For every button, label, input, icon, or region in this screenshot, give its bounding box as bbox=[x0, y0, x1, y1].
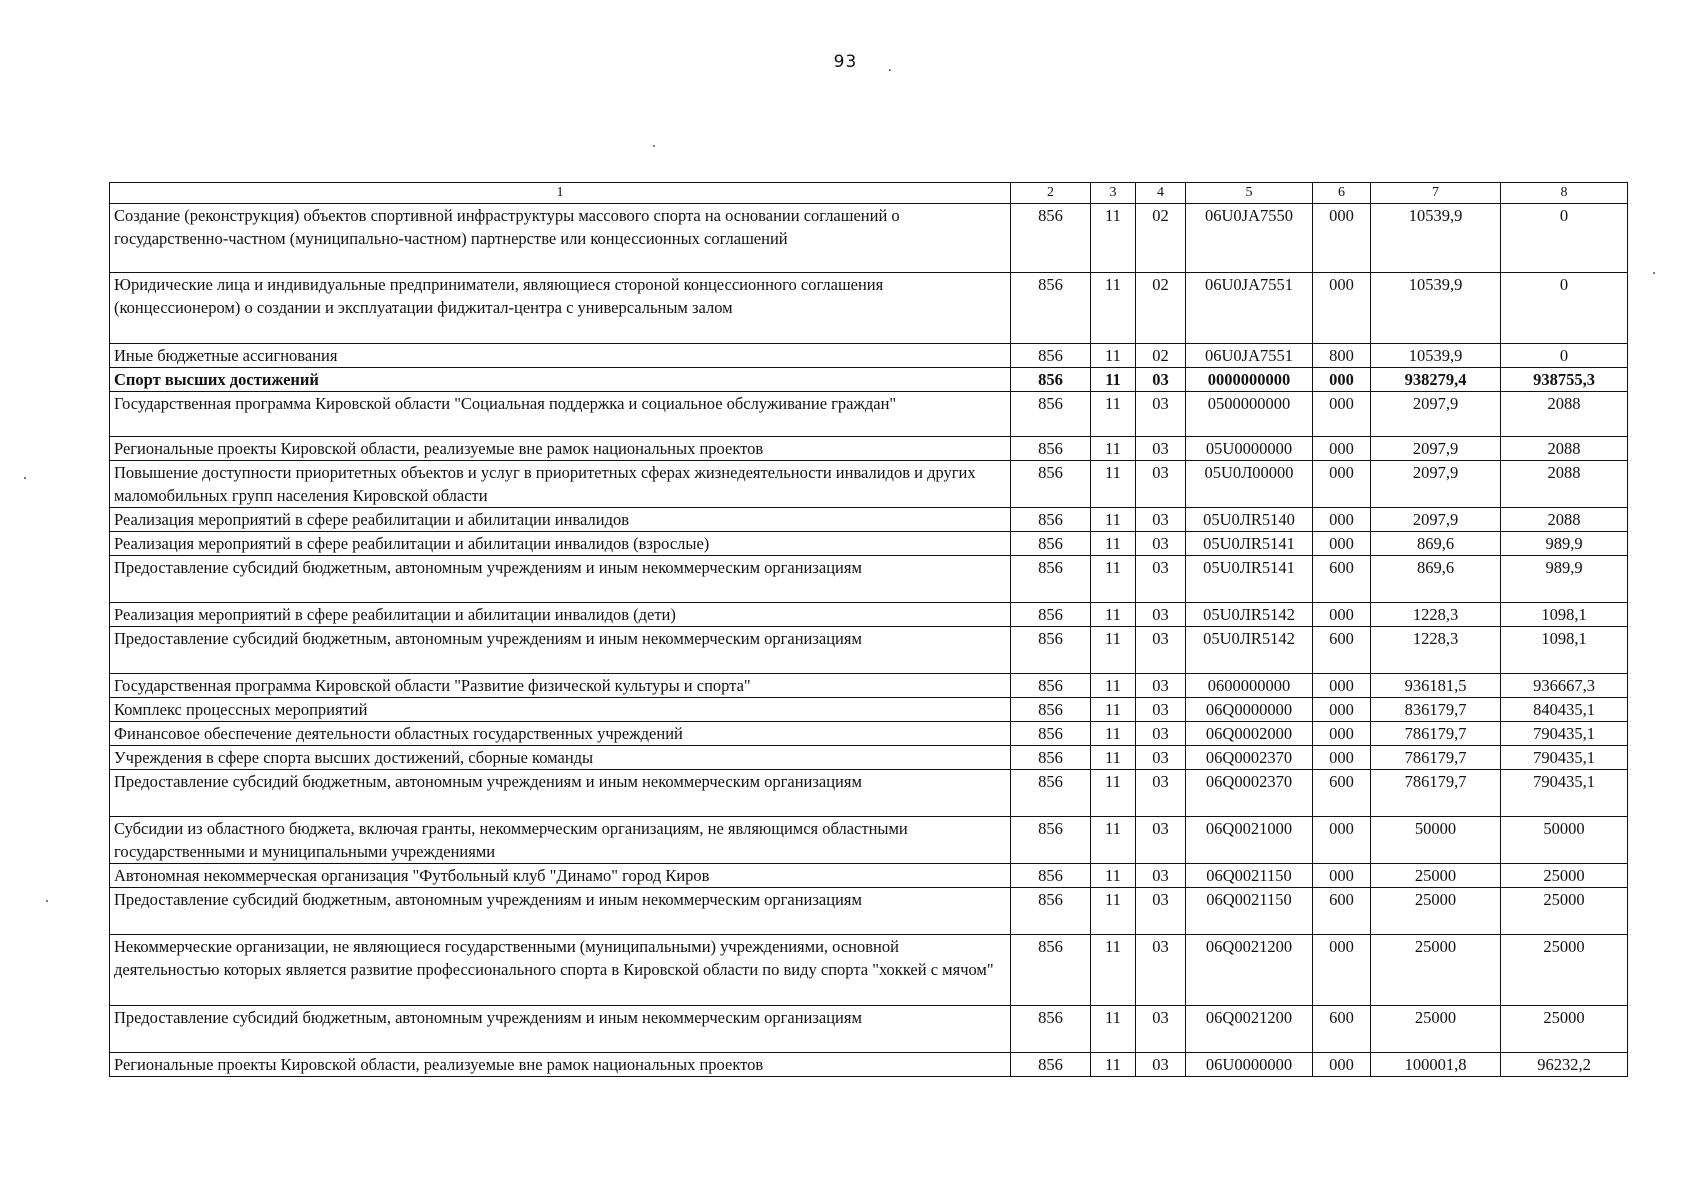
code-6: 000 bbox=[1313, 1053, 1371, 1077]
row-name: Государственная программа Кировской области "Социальная поддержка и социальное обслуживание граждан" bbox=[110, 392, 1011, 437]
code-4: 03 bbox=[1136, 722, 1186, 746]
row-name: Региональные проекты Кировской области, реализуемые вне рамок национальных проектов bbox=[110, 1053, 1011, 1077]
code-3: 11 bbox=[1091, 368, 1136, 392]
code-2: 856 bbox=[1011, 603, 1091, 627]
amount-7: 25000 bbox=[1371, 888, 1501, 935]
code-3: 11 bbox=[1091, 817, 1136, 864]
table-row bbox=[110, 273, 1628, 344]
row-name: Создание (реконструкция) объектов спортивной инфраструктуры массового спорта на основании соглашений о государственно-частном (муниципально-частном) партнерстве или концессионных соглашений bbox=[110, 204, 1011, 273]
code-5: 05U0ЛR5141 bbox=[1186, 532, 1313, 556]
table-row bbox=[110, 746, 1628, 770]
row-name: Иные бюджетные ассигнования bbox=[110, 344, 1011, 368]
code-4: 03 bbox=[1136, 627, 1186, 674]
row-name: Финансовое обеспечение деятельности областных государственных учреждений bbox=[110, 722, 1011, 746]
amount-7: 1228,3 bbox=[1371, 603, 1501, 627]
code-2: 856 bbox=[1011, 273, 1091, 344]
amount-7: 938279,4 bbox=[1371, 368, 1501, 392]
amount-7: 10539,9 bbox=[1371, 344, 1501, 368]
row-name: Предоставление субсидий бюджетным, автономным учреждениям и иным некоммерческим организациям bbox=[110, 888, 1011, 935]
code-6: 000 bbox=[1313, 698, 1371, 722]
code-5: 05U0Л00000 bbox=[1186, 461, 1313, 508]
code-6: 000 bbox=[1313, 368, 1371, 392]
code-3: 11 bbox=[1091, 344, 1136, 368]
code-3: 11 bbox=[1091, 1006, 1136, 1053]
amount-8: 25000 bbox=[1501, 1006, 1628, 1053]
code-6: 000 bbox=[1313, 817, 1371, 864]
row-name: Юридические лица и индивидуальные предприниматели, являющиеся стороной концессионного соглашения (концессионером) о создании и эксплуатации фиджитал-центра с универсальным залом bbox=[110, 273, 1011, 344]
code-6: 000 bbox=[1313, 508, 1371, 532]
code-4: 03 bbox=[1136, 368, 1186, 392]
code-2: 856 bbox=[1011, 935, 1091, 1006]
code-2: 856 bbox=[1011, 674, 1091, 698]
code-5: 0500000000 bbox=[1186, 392, 1313, 437]
code-6: 000 bbox=[1313, 935, 1371, 1006]
row-name: Субсидии из областного бюджета, включая гранты, некоммерческим организациям, не являющимся областными государственными и муниципальными учреждениями bbox=[110, 817, 1011, 864]
table-row bbox=[110, 864, 1628, 888]
table-row bbox=[110, 1053, 1628, 1077]
code-5: 06U0JA7551 bbox=[1186, 273, 1313, 344]
code-5: 06Q0002370 bbox=[1186, 746, 1313, 770]
table-row bbox=[110, 770, 1628, 817]
column-header: 8 bbox=[1501, 183, 1628, 204]
code-2: 856 bbox=[1011, 437, 1091, 461]
code-2: 856 bbox=[1011, 461, 1091, 508]
column-header: 3 bbox=[1091, 183, 1136, 204]
column-header: 2 bbox=[1011, 183, 1091, 204]
amount-7: 50000 bbox=[1371, 817, 1501, 864]
row-name: Государственная программа Кировской области "Развитие физической культуры и спорта" bbox=[110, 674, 1011, 698]
amount-8: 2088 bbox=[1501, 437, 1628, 461]
code-2: 856 bbox=[1011, 627, 1091, 674]
table-row bbox=[110, 935, 1628, 1006]
amount-8: 989,9 bbox=[1501, 556, 1628, 603]
code-6: 000 bbox=[1313, 461, 1371, 508]
budget-table bbox=[109, 182, 1628, 1077]
row-name: Спорт высших достижений bbox=[110, 368, 1011, 392]
code-3: 11 bbox=[1091, 935, 1136, 1006]
table-row bbox=[110, 603, 1628, 627]
code-5: 06Q0021150 bbox=[1186, 864, 1313, 888]
table-row bbox=[110, 461, 1628, 508]
amount-7: 1228,3 bbox=[1371, 627, 1501, 674]
code-3: 11 bbox=[1091, 627, 1136, 674]
amount-8: 25000 bbox=[1501, 888, 1628, 935]
code-4: 03 bbox=[1136, 461, 1186, 508]
code-3: 11 bbox=[1091, 746, 1136, 770]
code-6: 000 bbox=[1313, 532, 1371, 556]
code-5: 05U0ЛR5140 bbox=[1186, 508, 1313, 532]
column-header: 4 bbox=[1136, 183, 1186, 204]
row-name: Предоставление субсидий бюджетным, автономным учреждениям и иным некоммерческим организациям bbox=[110, 770, 1011, 817]
amount-8: 50000 bbox=[1501, 817, 1628, 864]
code-4: 03 bbox=[1136, 698, 1186, 722]
row-name: Автономная некоммерческая организация "Футбольный клуб "Динамо" город Киров bbox=[110, 864, 1011, 888]
code-3: 11 bbox=[1091, 437, 1136, 461]
code-3: 11 bbox=[1091, 508, 1136, 532]
row-name: Повышение доступности приоритетных объектов и услуг в приоритетных сферах жизнедеятельности инвалидов и других маломобильных групп населения Кировской области bbox=[110, 461, 1011, 508]
table-row bbox=[110, 1006, 1628, 1053]
column-header: 5 bbox=[1186, 183, 1313, 204]
scan-speck bbox=[1653, 272, 1655, 274]
code-2: 856 bbox=[1011, 746, 1091, 770]
code-6: 000 bbox=[1313, 864, 1371, 888]
code-5: 06U0000000 bbox=[1186, 1053, 1313, 1077]
amount-7: 25000 bbox=[1371, 935, 1501, 1006]
code-6: 000 bbox=[1313, 392, 1371, 437]
table-row bbox=[110, 722, 1628, 746]
code-2: 856 bbox=[1011, 770, 1091, 817]
amount-7: 25000 bbox=[1371, 1006, 1501, 1053]
code-6: 000 bbox=[1313, 674, 1371, 698]
code-2: 856 bbox=[1011, 532, 1091, 556]
code-5: 06Q0002370 bbox=[1186, 770, 1313, 817]
scan-speck bbox=[24, 477, 26, 479]
code-3: 11 bbox=[1091, 698, 1136, 722]
amount-8: 790435,1 bbox=[1501, 770, 1628, 817]
column-header: 1 bbox=[110, 183, 1011, 204]
code-2: 856 bbox=[1011, 556, 1091, 603]
code-4: 03 bbox=[1136, 746, 1186, 770]
row-name: Реализация мероприятий в сфере реабилитации и абилитации инвалидов (дети) bbox=[110, 603, 1011, 627]
code-6: 600 bbox=[1313, 556, 1371, 603]
code-3: 11 bbox=[1091, 722, 1136, 746]
code-3: 11 bbox=[1091, 461, 1136, 508]
amount-8: 1098,1 bbox=[1501, 603, 1628, 627]
row-name: Предоставление субсидий бюджетным, автономным учреждениям и иным некоммерческим организациям bbox=[110, 627, 1011, 674]
code-5: 06Q0021200 bbox=[1186, 1006, 1313, 1053]
code-5: 06Q0002000 bbox=[1186, 722, 1313, 746]
amount-8: 790435,1 bbox=[1501, 722, 1628, 746]
code-4: 02 bbox=[1136, 204, 1186, 273]
table-row bbox=[110, 392, 1628, 437]
code-6: 000 bbox=[1313, 204, 1371, 273]
amount-7: 869,6 bbox=[1371, 556, 1501, 603]
code-5: 06U0JA7551 bbox=[1186, 344, 1313, 368]
code-5: 06Q0000000 bbox=[1186, 698, 1313, 722]
table-row bbox=[110, 817, 1628, 864]
row-name: Реализация мероприятий в сфере реабилитации и абилитации инвалидов (взрослые) bbox=[110, 532, 1011, 556]
code-2: 856 bbox=[1011, 368, 1091, 392]
code-6: 600 bbox=[1313, 770, 1371, 817]
code-4: 03 bbox=[1136, 508, 1186, 532]
code-6: 600 bbox=[1313, 627, 1371, 674]
table-row bbox=[110, 556, 1628, 603]
row-name: Реализация мероприятий в сфере реабилитации и абилитации инвалидов bbox=[110, 508, 1011, 532]
code-4: 03 bbox=[1136, 1006, 1186, 1053]
amount-7: 786179,7 bbox=[1371, 722, 1501, 746]
amount-8: 0 bbox=[1501, 204, 1628, 273]
amount-8: 2088 bbox=[1501, 461, 1628, 508]
code-4: 03 bbox=[1136, 888, 1186, 935]
code-6: 000 bbox=[1313, 603, 1371, 627]
column-number-row bbox=[110, 183, 1628, 204]
code-4: 02 bbox=[1136, 273, 1186, 344]
code-3: 11 bbox=[1091, 392, 1136, 437]
code-4: 03 bbox=[1136, 770, 1186, 817]
amount-7: 836179,7 bbox=[1371, 698, 1501, 722]
amount-7: 936181,5 bbox=[1371, 674, 1501, 698]
row-name: Учреждения в сфере спорта высших достижений, сборные команды bbox=[110, 746, 1011, 770]
code-6: 600 bbox=[1313, 888, 1371, 935]
amount-7: 10539,9 bbox=[1371, 204, 1501, 273]
code-4: 03 bbox=[1136, 392, 1186, 437]
amount-8: 0 bbox=[1501, 273, 1628, 344]
amount-7: 25000 bbox=[1371, 864, 1501, 888]
code-5: 05U0ЛR5141 bbox=[1186, 556, 1313, 603]
code-5: 06Q0021200 bbox=[1186, 935, 1313, 1006]
amount-7: 869,6 bbox=[1371, 532, 1501, 556]
table-row bbox=[110, 508, 1628, 532]
row-name: Некоммерческие организации, не являющиеся государственными (муниципальными) учреждениями, основной деятельностью которых является развитие профессионального спорта в Кировской области по виду спорта "хоккей с мячом" bbox=[110, 935, 1011, 1006]
table-row bbox=[110, 368, 1628, 392]
table-row bbox=[110, 204, 1628, 273]
row-name: Предоставление субсидий бюджетным, автономным учреждениям и иным некоммерческим организациям bbox=[110, 1006, 1011, 1053]
amount-8: 96232,2 bbox=[1501, 1053, 1628, 1077]
code-5: 05U0ЛR5142 bbox=[1186, 627, 1313, 674]
table-body bbox=[110, 204, 1628, 1077]
code-5: 06U0JA7550 bbox=[1186, 204, 1313, 273]
amount-8: 790435,1 bbox=[1501, 746, 1628, 770]
code-6: 000 bbox=[1313, 722, 1371, 746]
page-number: 93 bbox=[833, 52, 858, 72]
amount-8: 0 bbox=[1501, 344, 1628, 368]
code-4: 03 bbox=[1136, 556, 1186, 603]
column-header: 7 bbox=[1371, 183, 1501, 204]
amount-7: 2097,9 bbox=[1371, 461, 1501, 508]
code-3: 11 bbox=[1091, 1053, 1136, 1077]
amount-7: 786179,7 bbox=[1371, 770, 1501, 817]
code-4: 03 bbox=[1136, 674, 1186, 698]
code-2: 856 bbox=[1011, 204, 1091, 273]
code-5: 0600000000 bbox=[1186, 674, 1313, 698]
code-6: 000 bbox=[1313, 437, 1371, 461]
code-2: 856 bbox=[1011, 508, 1091, 532]
code-4: 02 bbox=[1136, 344, 1186, 368]
code-5: 0000000000 bbox=[1186, 368, 1313, 392]
row-name: Региональные проекты Кировской области, реализуемые вне рамок национальных проектов bbox=[110, 437, 1011, 461]
amount-8: 1098,1 bbox=[1501, 627, 1628, 674]
code-4: 03 bbox=[1136, 532, 1186, 556]
code-3: 11 bbox=[1091, 273, 1136, 344]
row-name: Комплекс процессных мероприятий bbox=[110, 698, 1011, 722]
code-6: 800 bbox=[1313, 344, 1371, 368]
code-5: 06Q0021150 bbox=[1186, 888, 1313, 935]
code-6: 000 bbox=[1313, 746, 1371, 770]
table-row bbox=[110, 888, 1628, 935]
code-2: 856 bbox=[1011, 1006, 1091, 1053]
code-2: 856 bbox=[1011, 888, 1091, 935]
code-4: 03 bbox=[1136, 817, 1186, 864]
amount-8: 989,9 bbox=[1501, 532, 1628, 556]
code-3: 11 bbox=[1091, 532, 1136, 556]
amount-8: 25000 bbox=[1501, 935, 1628, 1006]
code-4: 03 bbox=[1136, 1053, 1186, 1077]
code-2: 856 bbox=[1011, 1053, 1091, 1077]
code-2: 856 bbox=[1011, 722, 1091, 746]
table-row bbox=[110, 532, 1628, 556]
code-3: 11 bbox=[1091, 770, 1136, 817]
code-3: 11 bbox=[1091, 204, 1136, 273]
amount-8: 938755,3 bbox=[1501, 368, 1628, 392]
amount-8: 936667,3 bbox=[1501, 674, 1628, 698]
amount-8: 25000 bbox=[1501, 864, 1628, 888]
amount-7: 786179,7 bbox=[1371, 746, 1501, 770]
code-3: 11 bbox=[1091, 888, 1136, 935]
table-row bbox=[110, 344, 1628, 368]
scan-speck bbox=[653, 145, 655, 147]
code-2: 856 bbox=[1011, 392, 1091, 437]
amount-7: 100001,8 bbox=[1371, 1053, 1501, 1077]
table-row bbox=[110, 674, 1628, 698]
amount-7: 2097,9 bbox=[1371, 508, 1501, 532]
code-3: 11 bbox=[1091, 556, 1136, 603]
code-6: 600 bbox=[1313, 1006, 1371, 1053]
code-2: 856 bbox=[1011, 344, 1091, 368]
code-6: 000 bbox=[1313, 273, 1371, 344]
code-4: 03 bbox=[1136, 935, 1186, 1006]
code-5: 06Q0021000 bbox=[1186, 817, 1313, 864]
table-row bbox=[110, 698, 1628, 722]
column-header: 6 bbox=[1313, 183, 1371, 204]
code-5: 05U0000000 bbox=[1186, 437, 1313, 461]
amount-8: 840435,1 bbox=[1501, 698, 1628, 722]
code-3: 11 bbox=[1091, 603, 1136, 627]
scan-speck bbox=[46, 900, 48, 902]
amount-8: 2088 bbox=[1501, 392, 1628, 437]
code-3: 11 bbox=[1091, 674, 1136, 698]
code-2: 856 bbox=[1011, 698, 1091, 722]
code-2: 856 bbox=[1011, 864, 1091, 888]
code-4: 03 bbox=[1136, 864, 1186, 888]
code-5: 05U0ЛR5142 bbox=[1186, 603, 1313, 627]
amount-7: 2097,9 bbox=[1371, 392, 1501, 437]
row-name: Предоставление субсидий бюджетным, автономным учреждениям и иным некоммерческим организациям bbox=[110, 556, 1011, 603]
code-2: 856 bbox=[1011, 817, 1091, 864]
code-4: 03 bbox=[1136, 603, 1186, 627]
amount-8: 2088 bbox=[1501, 508, 1628, 532]
amount-7: 10539,9 bbox=[1371, 273, 1501, 344]
scan-speck: . bbox=[888, 60, 892, 75]
table-row bbox=[110, 437, 1628, 461]
table-row bbox=[110, 627, 1628, 674]
code-4: 03 bbox=[1136, 437, 1186, 461]
code-3: 11 bbox=[1091, 864, 1136, 888]
amount-7: 2097,9 bbox=[1371, 437, 1501, 461]
